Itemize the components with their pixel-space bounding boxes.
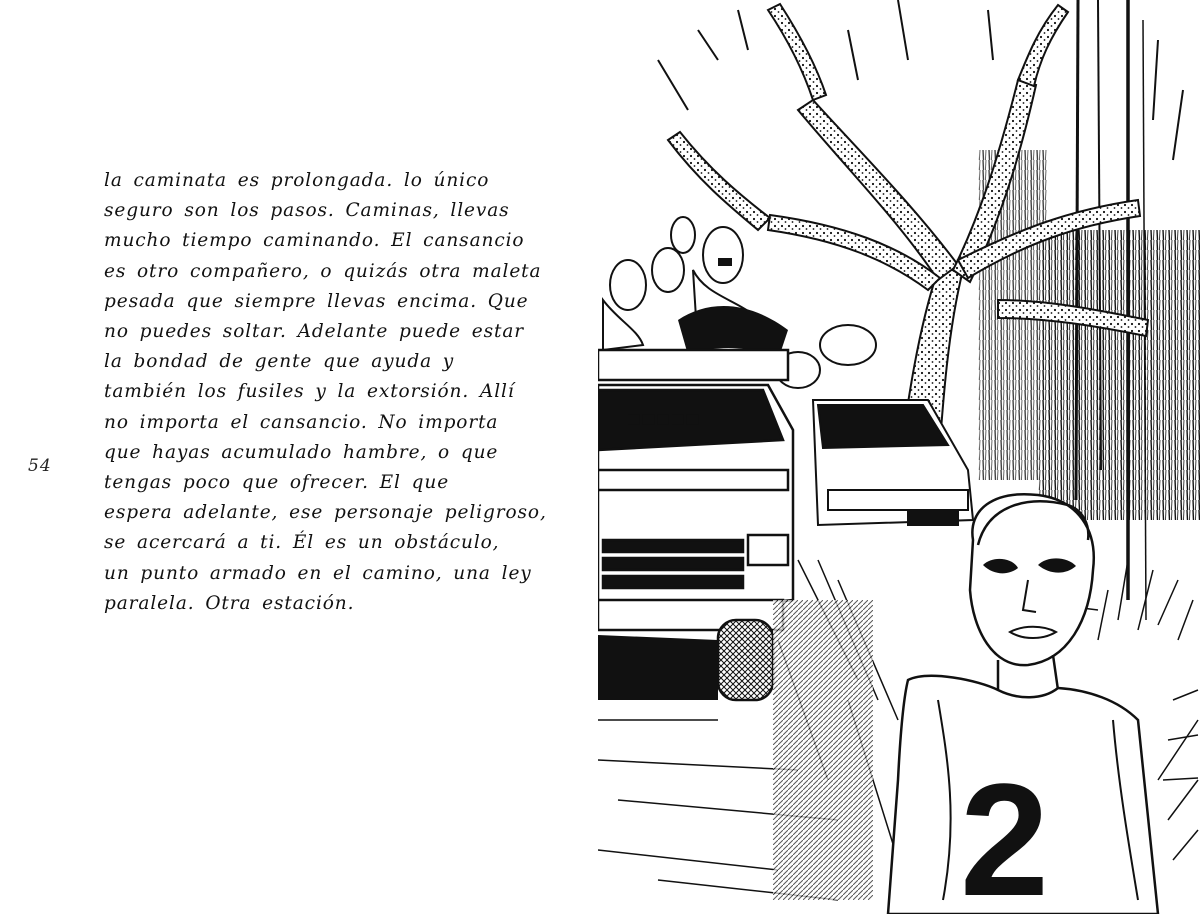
- text-line: que hayas acumulado hambre, o que: [104, 441, 499, 463]
- text-line: un punto armado en el camino, una ley: [104, 562, 532, 584]
- text-line: pesada que siempre llevas encima. Que: [104, 290, 529, 312]
- text-line: no puedes soltar. Adelante puede estar: [104, 321, 524, 343]
- text-line: espera adelante, ese personaje peligroso,: [104, 502, 547, 524]
- text-line: no importa el cansancio. No importa: [104, 411, 499, 433]
- text-line: es otro compañero, o quizás otra maleta: [104, 260, 542, 282]
- text-line: tengas poco que ofrecer. El que: [104, 472, 450, 494]
- text-line: paralela. Otra estación.: [104, 592, 355, 614]
- text-line: seguro son los pasos. Caminas, llevas: [104, 200, 510, 222]
- jersey-number: 2: [960, 750, 1049, 914]
- svg-text:≡≡≡≡≡: ≡≡≡≡≡: [628, 409, 703, 430]
- page-number: 54: [28, 456, 52, 476]
- text-line: mucho tiempo caminando. El cansancio: [104, 230, 525, 252]
- body-text: [104, 166, 547, 619]
- text-line: la bondad de gente que ayuda y: [104, 351, 455, 373]
- right-page: [598, 0, 1200, 914]
- text-line: la caminata es prolongada. lo único: [104, 170, 490, 191]
- text-line: también los fusiles y la extorsión. Allí: [104, 381, 515, 403]
- text-line: se acercará a ti. Él es un obstáculo,: [104, 532, 500, 554]
- ink-drawing-illustration: [598, 0, 1200, 914]
- left-page: [0, 0, 598, 914]
